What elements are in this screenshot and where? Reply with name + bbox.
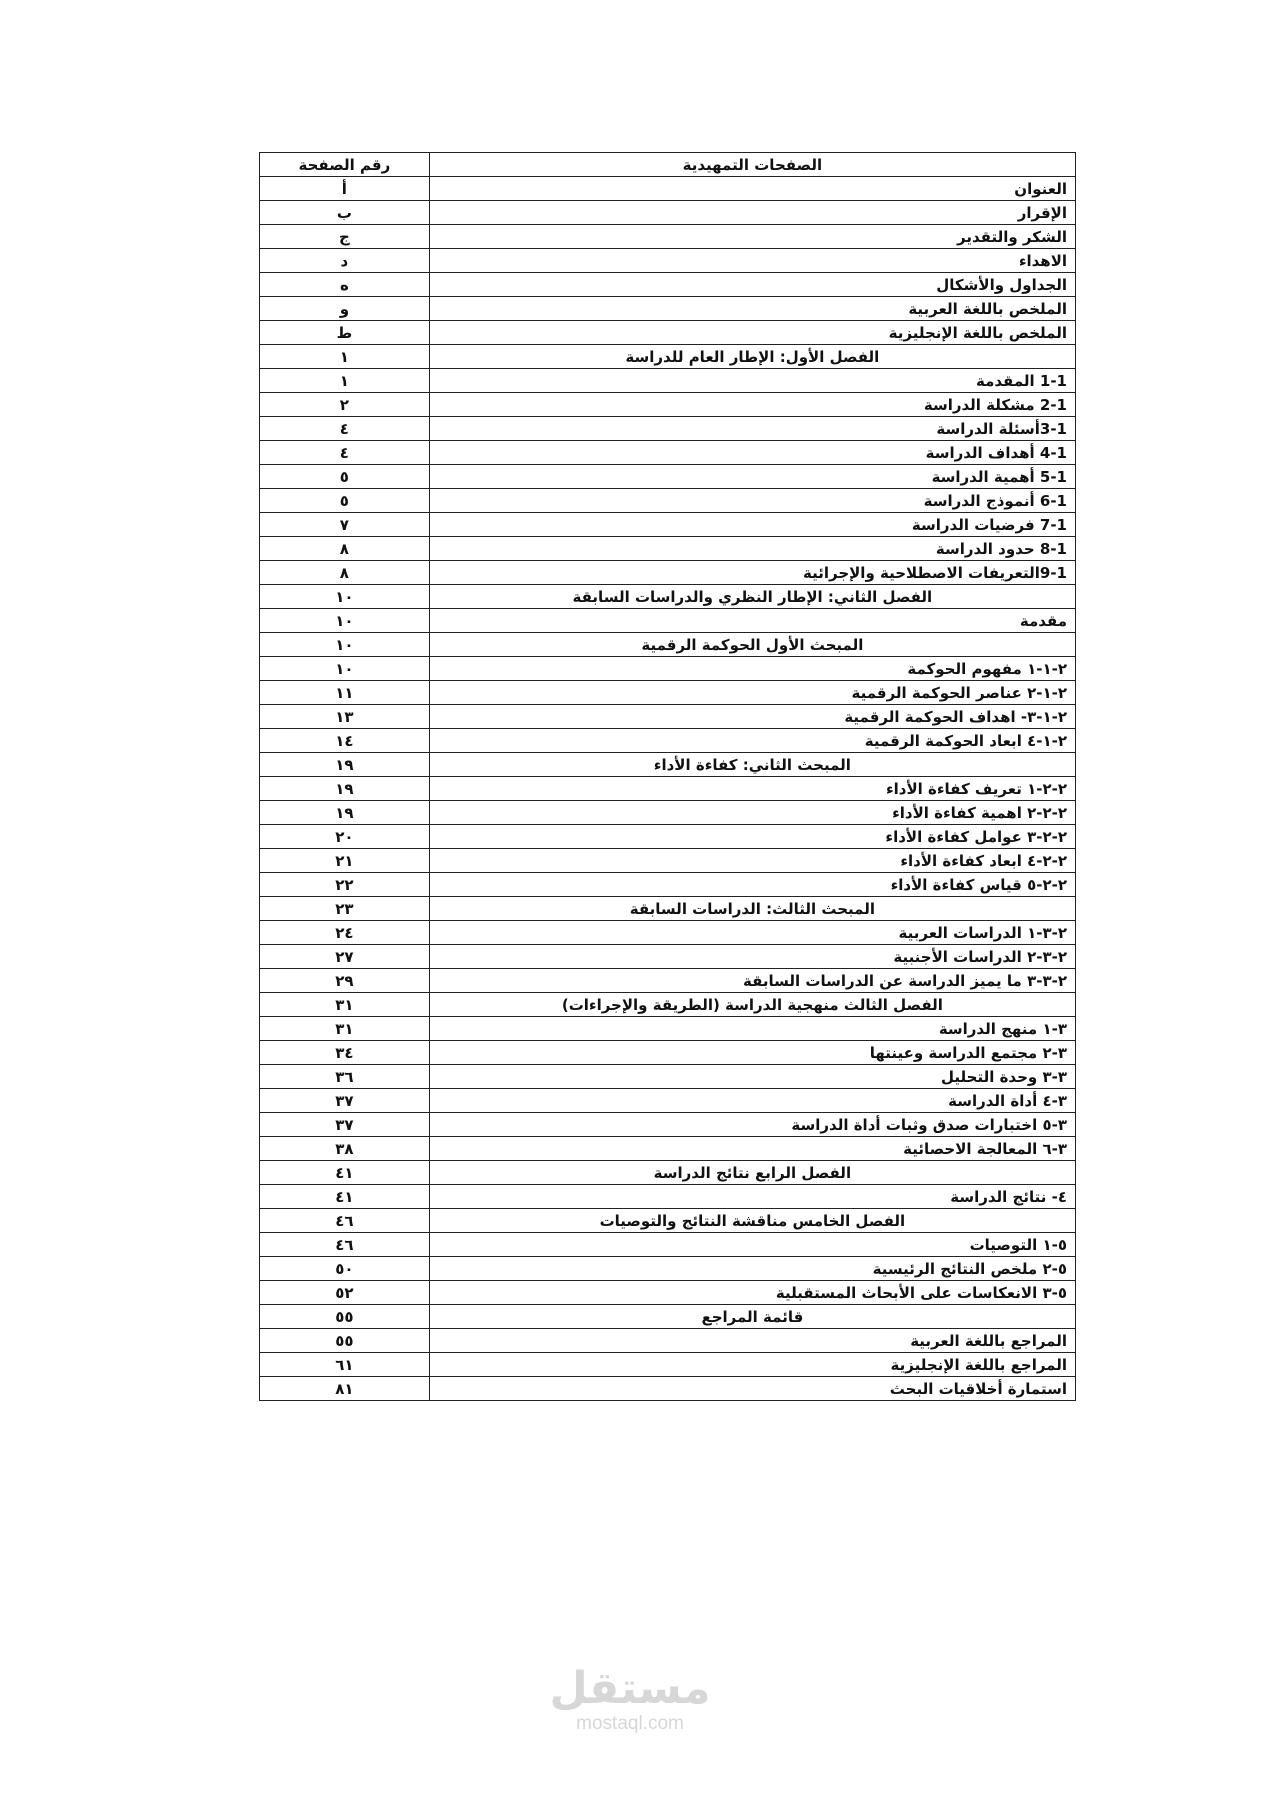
table-row (260, 513, 1076, 537)
entry-title: الشكر والتقدير (429, 225, 1075, 249)
table-row (260, 225, 1076, 249)
entry-page-number: ٣٨ (260, 1137, 430, 1161)
table-body (260, 177, 1076, 1401)
table-row (260, 1353, 1076, 1377)
entry-page-number: ٨ (260, 561, 430, 585)
entry-page-number: ١١ (260, 681, 430, 705)
table-row (260, 1137, 1076, 1161)
table-row (260, 369, 1076, 393)
entry-title: المراجع باللغة العربية (429, 1329, 1075, 1353)
table-row (260, 1305, 1076, 1329)
table-row (260, 345, 1076, 369)
entry-page-number: ٥٢ (260, 1281, 430, 1305)
entry-page-number: ٤٦ (260, 1209, 430, 1233)
entry-page-number: ٢٢ (260, 873, 430, 897)
entry-title: 2-1 مشكلة الدراسة (429, 393, 1075, 417)
entry-page-number: و (260, 297, 430, 321)
table-row (260, 993, 1076, 1017)
entry-title: 1-1 المقدمة (429, 369, 1075, 393)
entry-page-number: ١٩ (260, 777, 430, 801)
table-row (260, 681, 1076, 705)
table-row (260, 1089, 1076, 1113)
entry-page-number: ٣١ (260, 1017, 430, 1041)
entry-title: 7-1 فرضيات الدراسة (429, 513, 1075, 537)
entry-title: ٣-٣ وحدة التحليل (429, 1065, 1075, 1089)
entry-title: ٢-٣-٢ الدراسات الأجنبية (429, 945, 1075, 969)
entry-page-number: ب (260, 201, 430, 225)
entry-title: استمارة أخلاقيات البحث (429, 1377, 1075, 1401)
entry-title: ٣-١ منهج الدراسة (429, 1017, 1075, 1041)
watermark-url: mostaql.com (576, 1713, 684, 1734)
entry-title: 6-1 أنموذج الدراسة (429, 489, 1075, 513)
entry-title: ٢-١-٤ ابعاد الحوكمة الرقمية (429, 729, 1075, 753)
table-row (260, 1281, 1076, 1305)
entry-page-number: ٢٠ (260, 825, 430, 849)
table-row (260, 201, 1076, 225)
table-row (260, 417, 1076, 441)
entry-page-number: ٨١ (260, 1377, 430, 1401)
table-of-contents (259, 152, 1076, 1401)
table-row (260, 609, 1076, 633)
entry-page-number: ج (260, 225, 430, 249)
entry-title: الفصل الخامس مناقشة النتائج والتوصيات (429, 1209, 1075, 1233)
entry-page-number: ٤ (260, 441, 430, 465)
entry-title: ٢-٣-١ الدراسات العربية (429, 921, 1075, 945)
header-page-number: رقم الصفحة (260, 153, 430, 177)
entry-title: 8-1 حدود الدراسة (429, 537, 1075, 561)
table-row (260, 1185, 1076, 1209)
entry-title: ٣-٦ المعالجة الاحصائية (429, 1137, 1075, 1161)
table-row (260, 729, 1076, 753)
table-row (260, 1161, 1076, 1185)
entry-page-number: ٤٦ (260, 1233, 430, 1257)
table-row (260, 705, 1076, 729)
entry-title: الفصل الرابع نتائج الدراسة (429, 1161, 1075, 1185)
table-row (260, 849, 1076, 873)
table-row (260, 561, 1076, 585)
table-row (260, 249, 1076, 273)
entry-title: 4-1 أهداف الدراسة (429, 441, 1075, 465)
table-row (260, 873, 1076, 897)
entry-title: الملخص باللغة الإنجليزية (429, 321, 1075, 345)
entry-page-number: ٢١ (260, 849, 430, 873)
entry-page-number: ٢٤ (260, 921, 430, 945)
entry-page-number: ١٤ (260, 729, 430, 753)
entry-page-number: ٢ (260, 393, 430, 417)
entry-title: ٥-٣ الانعكاسات على الأبحاث المستقبلية (429, 1281, 1075, 1305)
entry-page-number: ط (260, 321, 430, 345)
entry-title: مقدمة (429, 609, 1075, 633)
entry-title: ٥-٢ ملخص النتائج الرئيسية (429, 1257, 1075, 1281)
entry-page-number: ١ (260, 345, 430, 369)
entry-title: المبحث الثاني: كفاءة الأداء (429, 753, 1075, 777)
table-row (260, 441, 1076, 465)
table-row (260, 657, 1076, 681)
entry-title: المبحث الأول الحوكمة الرقمية (429, 633, 1075, 657)
table-row (260, 921, 1076, 945)
entry-page-number: ه (260, 273, 430, 297)
entry-title: العنوان (429, 177, 1075, 201)
table-row (260, 825, 1076, 849)
entry-page-number: ١٩ (260, 753, 430, 777)
table-row (260, 633, 1076, 657)
table-row (260, 393, 1076, 417)
table-row (260, 537, 1076, 561)
entry-title: المراجع باللغة الإنجليزية (429, 1353, 1075, 1377)
entry-title: الجداول والأشكال (429, 273, 1075, 297)
entry-title: ٢-١-٢ عناصر الحوكمة الرقمية (429, 681, 1075, 705)
entry-title: الفصل الثالث منهجية الدراسة (الطريقة والإجراءات) (429, 993, 1075, 1017)
entry-page-number: ١٣ (260, 705, 430, 729)
entry-page-number: ٤١ (260, 1185, 430, 1209)
table-row (260, 945, 1076, 969)
entry-title: المبحث الثالث: الدراسات السابقة (429, 897, 1075, 921)
entry-title: ٢-٢-٣ عوامل كفاءة الأداء (429, 825, 1075, 849)
entry-page-number: ١ (260, 369, 430, 393)
table-row (260, 273, 1076, 297)
watermark (520, 1665, 740, 1735)
table-row (260, 1065, 1076, 1089)
entry-page-number: د (260, 249, 430, 273)
entry-title: ٣-٥ اختبارات صدق وثبات أداة الدراسة (429, 1113, 1075, 1137)
entry-title: الفصل الثاني: الإطار النظري والدراسات السابقة (429, 585, 1075, 609)
entry-title: ٢-٢-٥ قياس كفاءة الأداء (429, 873, 1075, 897)
table-row (260, 465, 1076, 489)
entry-page-number: ٦١ (260, 1353, 430, 1377)
table-row (260, 585, 1076, 609)
table-row (260, 969, 1076, 993)
entry-title: الإقرار (429, 201, 1075, 225)
table-header-row (260, 153, 1076, 177)
entry-page-number: ٣٤ (260, 1041, 430, 1065)
table-row (260, 1209, 1076, 1233)
entry-title: قائمة المراجع (429, 1305, 1075, 1329)
table-row (260, 177, 1076, 201)
table-row (260, 1017, 1076, 1041)
entry-page-number: ٣١ (260, 993, 430, 1017)
table-row (260, 1233, 1076, 1257)
entry-title: الفصل الأول: الإطار العام للدراسة (429, 345, 1075, 369)
entry-title: ٢-٢-١ تعريف كفاءة الأداء (429, 777, 1075, 801)
entry-page-number: ٧ (260, 513, 430, 537)
table-row (260, 489, 1076, 513)
entry-title: 5-1 أهمية الدراسة (429, 465, 1075, 489)
table-row (260, 777, 1076, 801)
entry-page-number: ٣٦ (260, 1065, 430, 1089)
entry-page-number: ٨ (260, 537, 430, 561)
entry-page-number: ١٠ (260, 585, 430, 609)
table-row (260, 1257, 1076, 1281)
table-row (260, 801, 1076, 825)
entry-title: ٢-١-٣- اهداف الحوكمة الرقمية (429, 705, 1075, 729)
entry-title: 9-1التعريفات الاصطلاحية والإجرائية (429, 561, 1075, 585)
table-row (260, 897, 1076, 921)
entry-title: الاهداء (429, 249, 1075, 273)
entry-page-number: ٣٧ (260, 1089, 430, 1113)
table-row (260, 297, 1076, 321)
entry-title: ٣-٤ أداة الدراسة (429, 1089, 1075, 1113)
table-row (260, 753, 1076, 777)
entry-title: 3-1أسئلة الدراسة (429, 417, 1075, 441)
entry-page-number: ٣٧ (260, 1113, 430, 1137)
watermark-logo: مستقل (549, 1663, 711, 1714)
entry-page-number: ٥ (260, 465, 430, 489)
entry-page-number: ١٠ (260, 633, 430, 657)
entry-page-number: ٥٠ (260, 1257, 430, 1281)
entry-page-number: ٥٥ (260, 1305, 430, 1329)
entry-page-number: ١٠ (260, 609, 430, 633)
table-row (260, 321, 1076, 345)
table-row (260, 1329, 1076, 1353)
entry-page-number: ١٩ (260, 801, 430, 825)
entry-title: ٢-٣-٣ ما يميز الدراسة عن الدراسات السابقة (429, 969, 1075, 993)
table-row (260, 1377, 1076, 1401)
entry-page-number: ٤ (260, 417, 430, 441)
entry-title: ٢-١-١ مفهوم الحوكمة (429, 657, 1075, 681)
entry-title: ٢-٢-٤ ابعاد كفاءة الأداء (429, 849, 1075, 873)
entry-title: ٤- نتائج الدراسة (429, 1185, 1075, 1209)
entry-page-number: ٥ (260, 489, 430, 513)
entry-page-number: ٥٥ (260, 1329, 430, 1353)
entry-title: ٢-٢-٢ اهمية كفاءة الأداء (429, 801, 1075, 825)
entry-page-number: ٢٣ (260, 897, 430, 921)
table-row (260, 1113, 1076, 1137)
entry-title: ٣-٢ مجتمع الدراسة وعينتها (429, 1041, 1075, 1065)
entry-page-number: ٤١ (260, 1161, 430, 1185)
entry-title: الملخص باللغة العربية (429, 297, 1075, 321)
entry-page-number: ٢٧ (260, 945, 430, 969)
entry-page-number: ٢٩ (260, 969, 430, 993)
entry-title: ٥-١ التوصيات (429, 1233, 1075, 1257)
entry-page-number: ١٠ (260, 657, 430, 681)
header-title: الصفحات التمهيدية (429, 153, 1075, 177)
table-row (260, 1041, 1076, 1065)
entry-page-number: أ (260, 177, 430, 201)
